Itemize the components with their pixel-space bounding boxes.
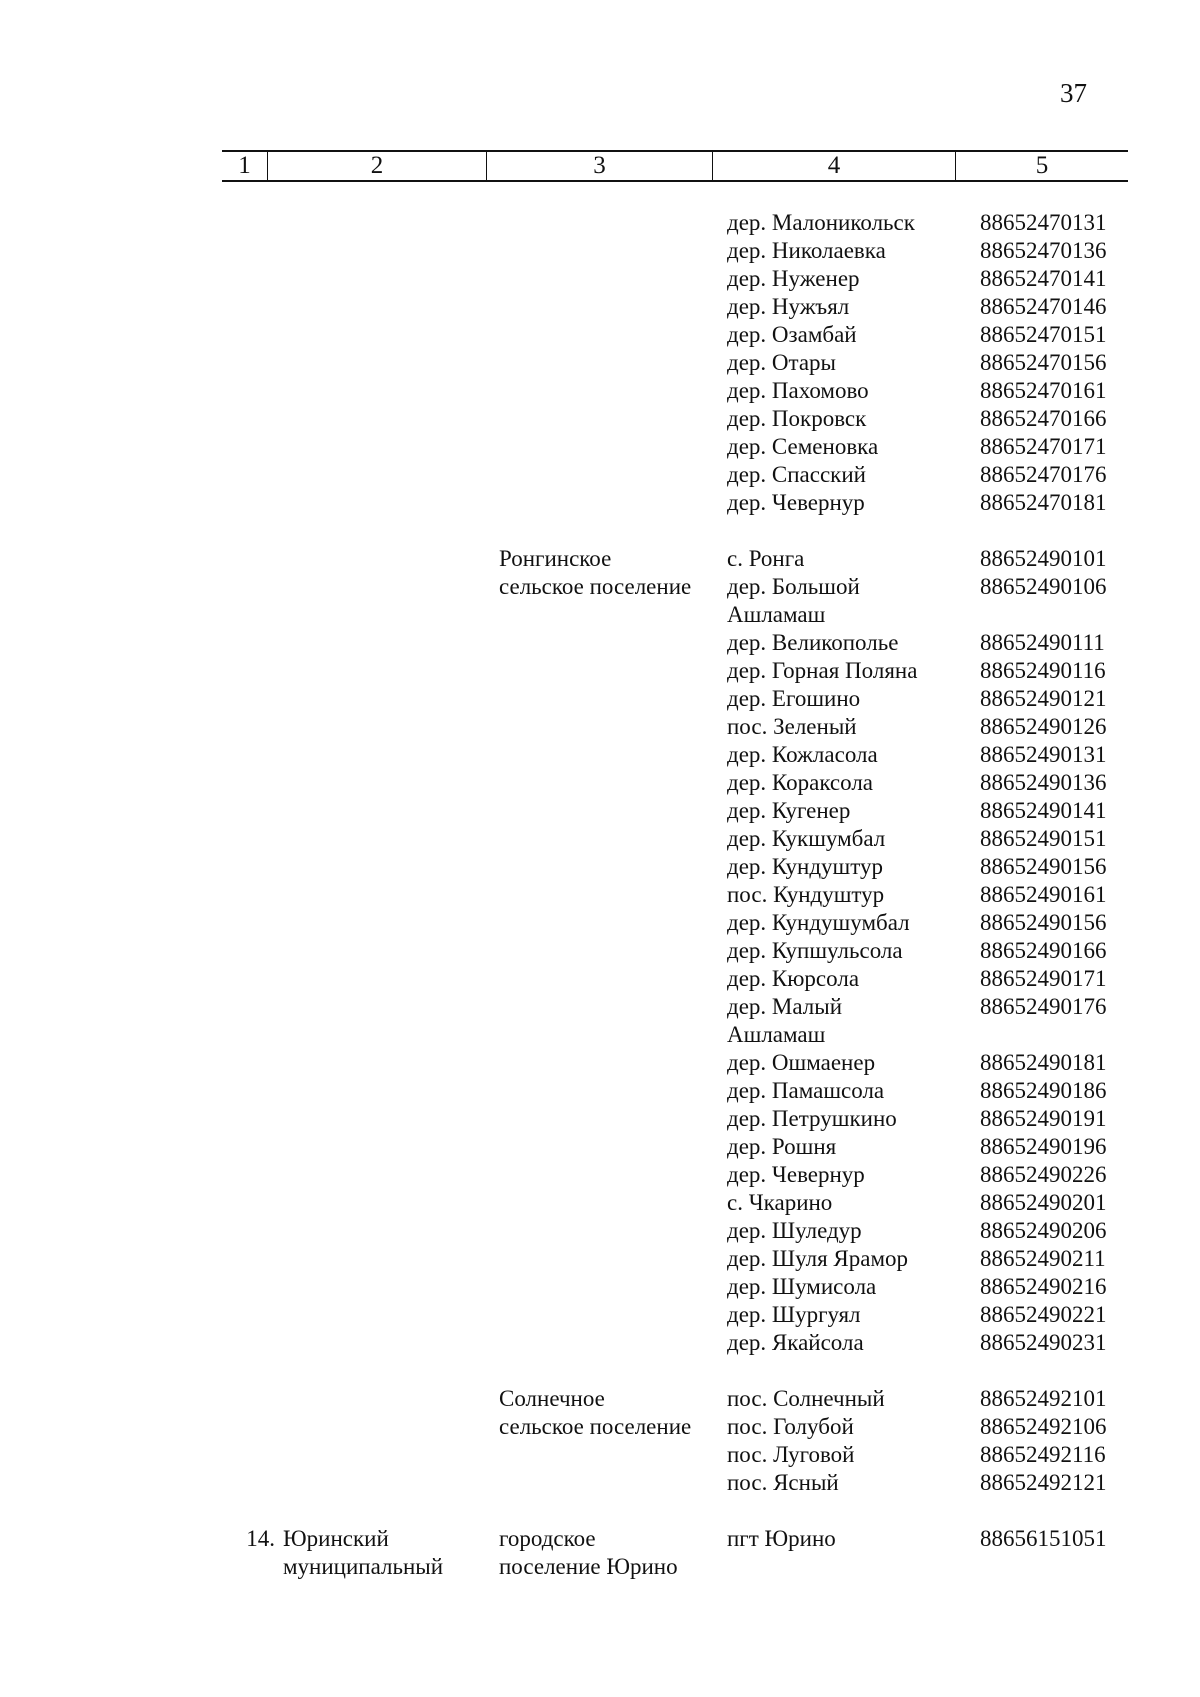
settlement-cell [495,1133,725,1161]
settlement-cell [495,321,725,349]
district-cell [277,713,495,741]
header-col-1: 1 [222,152,268,180]
settlement-cell: Ронгинское [499,546,612,571]
settlement-cell [495,993,725,1021]
code-cell: 88652490101 [980,546,1107,571]
locality-cell: дер. Кундушумбал [727,910,910,935]
settlement-cell [495,1301,725,1329]
code-cell: 88652492106 [980,1414,1107,1439]
row-spacer [222,1357,1128,1385]
district-cell [277,489,495,517]
district-cell [277,405,495,433]
settlement-cell: сельское поселение [499,1414,692,1439]
district-cell [277,321,495,349]
number-cell [222,1021,277,1049]
settlement-cell [495,489,725,517]
code-cell: 88652492116 [980,1442,1106,1467]
district-cell [277,1077,495,1105]
district-cell [277,1021,495,1049]
number-cell [222,1273,277,1301]
district-cell [277,237,495,265]
district-cell [277,293,495,321]
page-number: 37 [1060,78,1087,108]
district-cell [277,937,495,965]
number-cell [222,1413,277,1441]
settlement-cell [495,769,725,797]
settlement-cell [495,965,725,993]
number-cell [222,601,277,629]
number-cell [222,1105,277,1133]
table-row [222,1301,1128,1329]
number-cell [222,545,277,573]
table-row [222,685,1128,713]
district-cell [277,601,495,629]
number-cell [222,1217,277,1245]
number-cell [222,909,277,937]
number-cell [222,489,277,517]
code-cell: 88652490131 [980,742,1107,767]
number-cell [222,713,277,741]
number-cell [222,881,277,909]
settlement-cell [495,265,725,293]
locality-cell: с. Чкарино [727,1190,833,1215]
locality-cell: пгт Юрино [727,1526,836,1551]
number-cell [222,1049,277,1077]
table-row [222,881,1128,909]
code-cell: 88652490211 [980,1246,1106,1271]
locality-cell: Ашламаш [727,602,826,627]
district-cell [277,993,495,1021]
number-cell [222,293,277,321]
locality-cell: пос. Луговой [727,1442,855,1467]
locality-cell: дер. Озамбай [727,322,857,347]
table-row [222,797,1128,825]
code-cell [980,1553,1128,1581]
number-cell [222,1301,277,1329]
table-row [222,1217,1128,1245]
locality-cell: дер. Великополье [727,630,899,655]
district-cell [277,1105,495,1133]
code-cell: 88652490136 [980,770,1107,795]
district-cell [277,769,495,797]
code-cell: 88652490156 [980,854,1107,879]
code-cell: 88652490161 [980,882,1107,907]
locality-cell: дер. Якайсола [727,1330,864,1355]
settlement-cell [495,601,725,629]
settlement-cell [495,881,725,909]
locality-cell: дер. Петрушкино [727,1106,897,1131]
district-cell [277,853,495,881]
table-row [222,1469,1128,1497]
settlement-cell [495,853,725,881]
locality-cell: дер. Шумисола [727,1274,877,1299]
table-row [222,1133,1128,1161]
table-row [222,1077,1128,1105]
locality-cell: дер. Егошино [727,686,861,711]
code-cell: 88652492121 [980,1470,1107,1495]
code-cell: 88652470151 [980,322,1107,347]
district-cell [277,545,495,573]
settlement-cell [495,1441,725,1469]
code-cell: 88652490226 [980,1162,1107,1187]
locality-cell: дер. Ошмаенер [727,1050,876,1075]
table-row [222,993,1128,1021]
code-cell [980,601,1128,629]
number-cell [222,265,277,293]
code-cell: 88652470156 [980,350,1107,375]
number-cell [222,1161,277,1189]
district-cell [277,1133,495,1161]
settlement-cell [495,293,725,321]
settlement-cell [495,1217,725,1245]
locality-cell: дер. Кундуштур [727,854,883,879]
settlement-cell [495,1329,725,1357]
number-cell [222,349,277,377]
district-cell: муниципальный [283,1554,444,1579]
table-row [222,573,1128,601]
code-cell: 88652470181 [980,490,1107,515]
table-row [222,853,1128,881]
table-row [222,1385,1128,1413]
number-cell [222,741,277,769]
table-row [222,1245,1128,1273]
code-cell: 88652490176 [980,994,1107,1019]
district-cell [277,685,495,713]
number-cell [222,573,277,601]
table-row [222,293,1128,321]
district-cell [277,1245,495,1273]
table-row [222,321,1128,349]
table-row [222,769,1128,797]
header-col-3: 3 [487,152,713,180]
row-spacer [222,517,1128,545]
code-cell: 88652490206 [980,1218,1107,1243]
settlement-cell [495,1021,725,1049]
locality-cell: дер. Большой [727,574,860,599]
settlement-cell [495,937,725,965]
settlement-cell: сельское поселение [499,574,692,599]
number-cell [222,377,277,405]
table-row [222,601,1128,629]
locality-cell: дер. Кугенер [727,798,851,823]
number-cell [222,209,277,237]
district-cell [277,461,495,489]
settlement-cell [495,405,725,433]
locality-cell: пос. Зеленый [727,714,857,739]
locality-cell: дер. Малый [727,994,843,1019]
settlement-cell [495,741,725,769]
code-cell [980,1021,1128,1049]
code-cell: 88652490126 [980,714,1107,739]
number-cell [222,685,277,713]
table-row [222,489,1128,517]
number-cell [222,1469,277,1497]
settlement-cell: городское [499,1526,596,1551]
table-row [222,713,1128,741]
code-cell: 88652490166 [980,938,1107,963]
district-cell [277,1385,495,1413]
settlement-cell [495,1469,725,1497]
table-row [222,1049,1128,1077]
code-cell: 88652490191 [980,1106,1107,1131]
locality-cell: пос. Солнечный [727,1386,885,1411]
settlement-cell [495,1245,725,1273]
district-cell [277,797,495,825]
code-cell: 88652490196 [980,1134,1107,1159]
locality-cell: дер. Кораксола [727,770,874,795]
locality-cell: дер. Памашсола [727,1078,885,1103]
code-cell: 88652490186 [980,1078,1107,1103]
district-cell [277,1161,495,1189]
district-cell [277,265,495,293]
settlement-cell [495,685,725,713]
locality-cell: пос. Кундуштур [727,882,885,907]
table-row [222,349,1128,377]
locality-cell: дер. Шуледур [727,1218,862,1243]
table-row [222,1189,1128,1217]
locality-cell: с. Ронга [727,546,805,571]
table-row [222,1105,1128,1133]
district-cell [277,1441,495,1469]
header-col-4: 4 [713,152,956,180]
number-cell [222,657,277,685]
table-row [222,1553,1128,1581]
number-cell [222,853,277,881]
number-cell [222,825,277,853]
code-cell: 88652490231 [980,1330,1107,1355]
settlement-cell [495,433,725,461]
district-cell [277,909,495,937]
number-cell [222,461,277,489]
table-row [222,629,1128,657]
district-cell: Юринский [283,1526,389,1551]
table-row [222,1161,1128,1189]
table-row [222,209,1128,237]
table-row [222,1329,1128,1357]
table-row [222,741,1128,769]
locality-cell: дер. Кукшумбал [727,826,886,851]
code-cell: 88652470141 [980,266,1107,291]
code-cell: 88652490121 [980,686,1107,711]
locality-cell: дер. Чевернур [727,490,865,515]
district-cell [277,1329,495,1357]
number-cell [222,1133,277,1161]
number-cell [222,1553,277,1581]
settlement-cell [495,377,725,405]
locality-cell: дер. Отары [727,350,837,375]
code-cell: 88652470161 [980,378,1107,403]
code-cell: 88652470171 [980,434,1107,459]
locality-cell: дер. Шургуял [727,1302,861,1327]
table-body [222,209,1128,1581]
district-cell [277,825,495,853]
number-cell [222,237,277,265]
header-col-5: 5 [1035,152,1049,179]
district-cell [277,1217,495,1245]
code-cell: 88652490141 [980,798,1107,823]
district-cell [277,377,495,405]
settlement-cell: поселение Юрино [499,1554,678,1579]
settlement-cell [495,825,725,853]
district-cell [277,573,495,601]
table-row [222,461,1128,489]
district-cell [277,629,495,657]
locality-cell: пос. Голубой [727,1414,854,1439]
locality-cell: дер. Семеновка [727,434,879,459]
table-row [222,545,1128,573]
district-cell [277,209,495,237]
table-row [222,965,1128,993]
code-cell: 88652490106 [980,574,1107,599]
code-cell: 88652490151 [980,826,1107,851]
settlement-cell [495,209,725,237]
district-cell [277,741,495,769]
table-row [222,937,1128,965]
settlement-cell [495,1105,725,1133]
number-cell [222,965,277,993]
number-cell [222,769,277,797]
settlement-cell [495,1161,725,1189]
table-header [222,150,1128,182]
number-cell [222,1189,277,1217]
district-cell [277,1413,495,1441]
district-cell [277,1469,495,1497]
settlement-cell [495,657,725,685]
table-row [222,265,1128,293]
settlement-cell [495,1273,725,1301]
table-row [222,1441,1128,1469]
locality-cell: дер. Чевернур [727,1162,865,1187]
district-cell [277,433,495,461]
table-row [222,377,1128,405]
locality-cell: дер. Горная Поляна [727,658,918,683]
district-cell [277,1049,495,1077]
code-cell: 88652470146 [980,294,1107,319]
locality-cell: дер. Нужъял [727,294,850,319]
number-cell [222,1385,277,1413]
code-cell: 88652492101 [980,1386,1107,1411]
number-cell [222,321,277,349]
code-cell: 88652490171 [980,966,1107,991]
number-cell [222,993,277,1021]
table-row [222,909,1128,937]
code-cell: 88652490181 [980,1050,1107,1075]
table-row [222,1413,1128,1441]
settlement-cell [495,713,725,741]
code-cell: 88656151051 [980,1526,1107,1551]
number-cell [222,937,277,965]
table-row [222,1525,1128,1553]
settlement-cell [495,797,725,825]
settlement-cell: Солнечное [499,1386,605,1411]
locality-cell: пос. Ясный [727,1470,839,1495]
settlement-cell [495,629,725,657]
locality-cell: дер. Кюрсола [727,966,860,991]
locality-cell: дер. Нуженер [727,266,860,291]
code-cell: 88652490116 [980,658,1106,683]
district-cell [277,1189,495,1217]
locality-cell: Ашламаш [727,1022,826,1047]
number-cell [222,629,277,657]
table-row [222,657,1128,685]
number-cell [222,1329,277,1357]
header-col-2: 2 [268,152,487,180]
district-cell [277,881,495,909]
number-cell [222,797,277,825]
locality-cell: дер. Кожласола [727,742,878,767]
locality-cell: дер. Малоникольск [727,210,915,235]
code-cell: 88652490111 [980,630,1105,655]
locality-cell: дер. Покровск [727,406,867,431]
locality-cell: дер. Рошня [727,1134,837,1159]
code-cell: 88652470176 [980,462,1107,487]
code-cell: 88652470136 [980,238,1107,263]
number-cell [222,1245,277,1273]
district-cell [277,349,495,377]
settlement-cell [495,461,725,489]
district-cell [277,657,495,685]
locality-cell: дер. Купшульсола [727,938,903,963]
code-cell: 88652490156 [980,910,1107,935]
number-cell [222,1077,277,1105]
locality-cell [725,1553,980,1581]
number-cell [222,405,277,433]
table-row [222,433,1128,461]
settlement-cell [495,1189,725,1217]
settlement-cell [495,1049,725,1077]
table-row [222,237,1128,265]
code-cell: 88652490216 [980,1274,1107,1299]
district-cell [277,1273,495,1301]
district-cell [277,965,495,993]
table-row [222,825,1128,853]
table-row [222,405,1128,433]
number-cell: 14. [246,1526,275,1551]
table-row [222,1021,1128,1049]
code-cell: 88652490201 [980,1190,1107,1215]
table-row [222,1273,1128,1301]
row-spacer [222,1497,1128,1525]
locality-cell: дер. Спасский [727,462,866,487]
settlement-cell [495,1077,725,1105]
number-cell [222,433,277,461]
locality-cell: дер. Шуля Ярамор [727,1246,909,1271]
number-cell [222,1441,277,1469]
code-cell: 88652470166 [980,406,1107,431]
district-cell [277,1301,495,1329]
code-cell: 88652490221 [980,1302,1107,1327]
settlement-cell [495,237,725,265]
locality-cell: дер. Николаевка [727,238,886,263]
code-cell: 88652470131 [980,210,1107,235]
settlement-cell [495,349,725,377]
locality-cell: дер. Пахомово [727,378,869,403]
settlement-cell [495,909,725,937]
